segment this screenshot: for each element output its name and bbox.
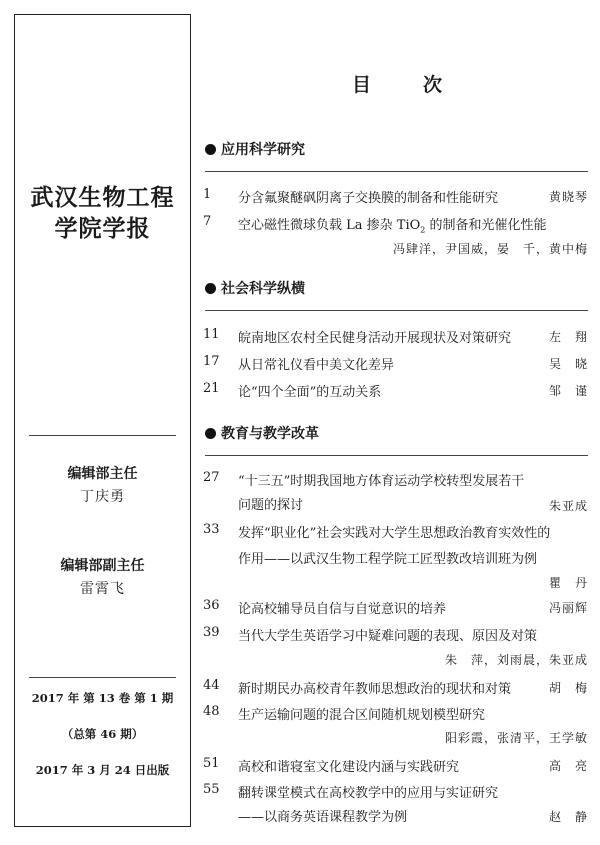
article-page: 36	[203, 598, 220, 613]
article-title[interactable]: “十三五”时期我国地方体育运动学校转型发展若干	[238, 474, 525, 489]
article-page: 17	[203, 354, 220, 369]
journal-info-panel	[14, 14, 191, 827]
article-page: 51	[203, 756, 220, 771]
journal-title-line2: 学院学报	[54, 216, 151, 242]
divider	[29, 677, 176, 678]
article-author: 邹 谨	[548, 384, 588, 398]
bullet-icon	[205, 428, 216, 439]
article-page: 11	[203, 327, 220, 342]
toc-title: 目次	[352, 74, 495, 96]
article-title-continued[interactable]: 作用——以武汉生物工程学院工匠型教改培训班为例	[238, 552, 538, 567]
article-page: 33	[203, 522, 220, 537]
article-title[interactable]: 分含氟聚醚砜阴离子交换膜的制备和性能研究	[238, 191, 499, 206]
article-title-continued[interactable]: ——以商务英语课程教学为例	[238, 810, 408, 825]
total-issue-number: （总第 46 期）	[61, 727, 144, 741]
article-author: 冯丽辉	[548, 601, 588, 615]
deputy-editor-role: 编辑部副主任	[60, 558, 145, 574]
publish-date: 2017 年 3 月 24 日出版	[35, 763, 170, 777]
article-page: 39	[203, 625, 220, 640]
divider	[205, 310, 588, 311]
article-title-continued[interactable]: 问题的探讨	[238, 498, 304, 513]
article-author: 胡 梅	[548, 681, 588, 695]
article-title[interactable]: 论“四个全面”的互动关系	[238, 385, 382, 400]
article-page: 21	[203, 381, 220, 396]
section-heading: 教育与教学改革	[205, 423, 319, 443]
section-heading: 社会科学纵横	[205, 278, 305, 298]
deputy-editor-name: 雷霄飞	[80, 581, 125, 597]
article-title[interactable]: 论高校辅导员自信与自觉意识的培养	[238, 602, 447, 617]
article-page: 1	[203, 187, 212, 202]
divider	[205, 171, 588, 172]
article-author: 赵 静	[548, 810, 588, 824]
editor-role: 编辑部主任	[67, 466, 138, 482]
article-author: 吴 晓	[548, 357, 588, 371]
article-author: 高 亮	[548, 759, 588, 773]
article-page: 44	[203, 678, 220, 693]
article-author: 瞿 丹	[548, 576, 588, 590]
journal-title	[15, 183, 190, 245]
article-page: 48	[203, 704, 220, 719]
article-page: 55	[203, 782, 220, 797]
article-author: 朱 萍，刘雨晨，朱亚成	[444, 653, 588, 667]
article-page: 7	[203, 214, 212, 229]
article-title[interactable]: 新时期民办高校青年教师思想政治的现状和对策	[238, 682, 512, 697]
article-author: 冯肆洋，尹国威，晏 千，黄中梅	[392, 242, 588, 256]
journal-title-line1: 武汉生物工程	[30, 185, 175, 211]
article-title[interactable]: 翻转课堂模式在高校教学中的应用与实证研究	[238, 786, 499, 801]
article-author: 左 翔	[548, 330, 588, 344]
issue-number: 2017 年 第 13 卷 第 1 期	[31, 691, 174, 705]
article-title[interactable]: 从日常礼仪看中美文化差异	[238, 358, 395, 373]
section-heading: 应用科学研究	[205, 139, 305, 159]
article-title[interactable]: 皖南地区农村全民健身活动开展现状及对策研究	[238, 331, 512, 346]
article-author: 朱亚成	[548, 499, 588, 513]
article-title[interactable]: 生产运输问题的混合区间随机规划模型研究	[238, 708, 486, 723]
editor-name: 丁庆勇	[80, 489, 125, 505]
divider	[29, 435, 176, 436]
article-title[interactable]: 当代大学生英语学习中疑难问题的表现、原因及对策	[238, 629, 538, 644]
article-page: 27	[203, 470, 220, 485]
divider	[205, 455, 588, 456]
article-title[interactable]: 发挥“职业化”社会实践对大学生思想政治教育实效性的	[238, 526, 551, 541]
article-title[interactable]: 高校和谐寝室文化建设内涵与实践研究	[238, 760, 460, 775]
article-author: 黄晓琴	[548, 190, 588, 204]
bullet-icon	[205, 283, 216, 294]
bullet-icon	[205, 144, 216, 155]
article-author: 阳彩霞，张清平，王学敏	[444, 731, 588, 745]
article-title[interactable]: 空心磁性微球负载 La 掺杂 TiO$_2$ 的制备和光催化性能	[238, 218, 547, 235]
